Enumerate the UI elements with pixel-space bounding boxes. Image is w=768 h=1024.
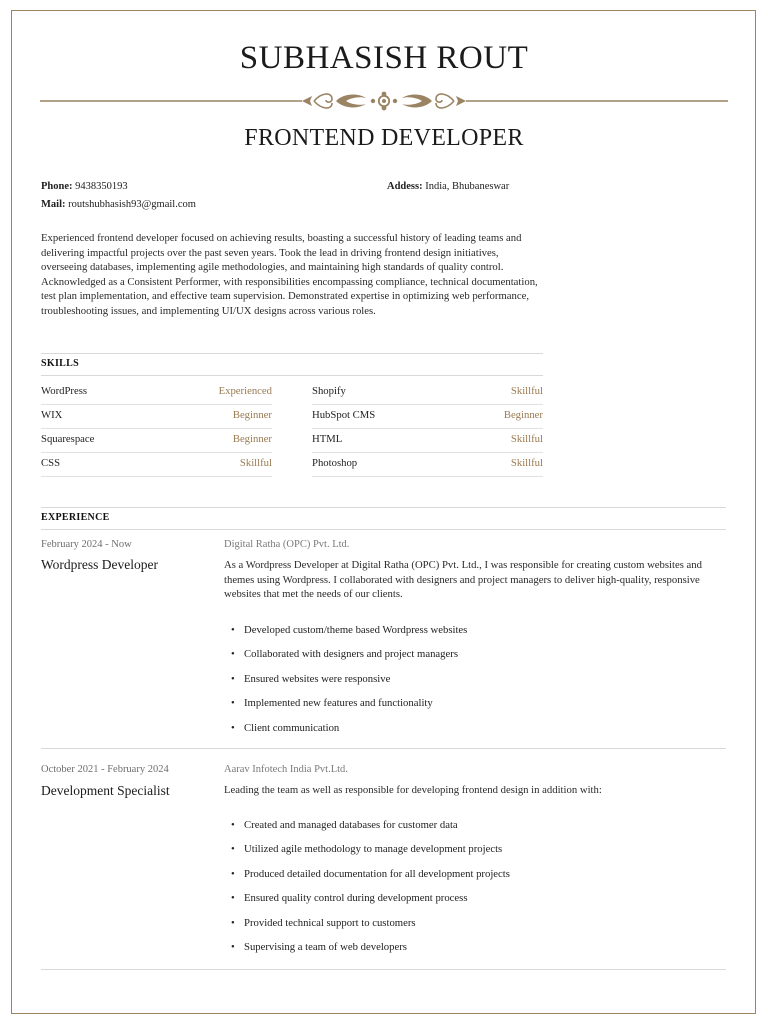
skill-name: HubSpot CMS — [312, 409, 376, 421]
mail-line — [41, 199, 196, 210]
skill-divider — [312, 476, 543, 477]
skill-level: Experienced — [218, 385, 272, 397]
skill-level: Beginner — [232, 409, 272, 421]
skill-divider — [41, 476, 272, 477]
list-item: • Ensured websites were responsive — [224, 672, 467, 696]
skills-top-rule — [41, 353, 543, 354]
skill-row — [312, 453, 543, 477]
job-description: As a Wordpress Developer at Digital Ratha (OPC) Pvt. Ltd., I was responsible for creating custom websites and themes using Wordpress. I collaborated with designers and project managers to deliver high-quality, responsive websites that met the needs of our clients. — [224, 559, 702, 601]
candidate-name: SUBHASISH ROUT — [239, 40, 529, 76]
skill-row — [41, 381, 272, 405]
list-item: • Produced detailed documentation for all development projects — [224, 867, 510, 891]
list-item: • Developed custom/theme based Wordpress websites — [224, 623, 467, 647]
job-dates: October 2021 - February 2024 — [41, 764, 169, 775]
list-item: • Supervising a team of web developers — [224, 940, 510, 964]
company-name: Aarav Infotech India Pvt.Ltd. — [224, 764, 348, 775]
list-item: • Ensured quality control during development process — [224, 891, 510, 915]
skill-row — [312, 429, 543, 453]
experience-heading: EXPERIENCE — [41, 512, 110, 523]
company-name: Digital Ratha (OPC) Pvt. Ltd. — [224, 539, 350, 550]
experience-heading-rule — [41, 529, 726, 530]
skill-level: Skillful — [510, 433, 543, 445]
skill-name: Squarespace — [41, 433, 95, 445]
job-description: Leading the team as well as responsible for developing frontend design in addition with: — [224, 784, 602, 796]
address-value: India, Bhubaneswar — [425, 181, 510, 192]
list-item: • Collaborated with designers and project managers — [224, 647, 467, 671]
skill-level: Skillful — [510, 457, 543, 469]
skill-level: Beginner — [503, 409, 543, 421]
phone-line — [41, 181, 128, 192]
skill-level: Skillful — [239, 457, 272, 469]
address-label: Addess: — [387, 181, 423, 192]
list-item: • Client communication — [224, 721, 467, 745]
skill-name: Photoshop — [312, 457, 358, 469]
skill-name: WIX — [41, 409, 63, 421]
job-title-text: Wordpress Developer — [41, 557, 158, 572]
skills-heading: SKILLS — [41, 358, 79, 369]
list-item: • Provided technical support to customers — [224, 916, 510, 940]
skill-name: HTML — [312, 433, 343, 445]
mail-value[interactable]: routshubhasish93@gmail.com — [68, 199, 196, 210]
job-divider — [41, 969, 726, 970]
skill-row — [312, 405, 543, 429]
job-title: FRONTEND DEVELOPER — [244, 125, 524, 151]
skill-row — [41, 405, 272, 429]
divider-ornament — [40, 90, 728, 112]
list-item: • Created and managed databases for customer data — [224, 818, 510, 842]
phone-value: 9438350193 — [75, 181, 128, 192]
job-bullet-list — [224, 623, 467, 745]
skill-row — [41, 429, 272, 453]
mail-label: Mail: — [41, 199, 66, 210]
address-line — [387, 181, 509, 192]
skill-name: CSS — [41, 457, 61, 469]
job-divider — [41, 748, 726, 749]
skill-row — [41, 453, 272, 477]
skills-heading-rule — [41, 375, 543, 376]
skill-row — [312, 381, 543, 405]
experience-top-rule — [41, 507, 726, 508]
skill-level: Beginner — [232, 433, 272, 445]
phone-label: Phone: — [41, 181, 73, 192]
profile-summary: Experienced frontend developer focused on achieving results, boasting a successful history of leading teams and delivering impactful projects over the past seven years. Took the lead in driving frontend design initiatives, overseeing databases, implementing agile methodologies, and maintaining high standards of quality control. Acknowledged as a Consistent Performer, with responsibilities encompassing compliance, technical documentation, test plan implementation, and effective team supervision. Demonstrated expertise in optimizing web performance, troubleshooting issues, and implementing UI/UX designs across various roles. — [41, 232, 538, 317]
job-title-text: Development Specialist — [41, 783, 170, 798]
job-bullet-list — [224, 818, 510, 964]
list-item: • Implemented new features and functionality — [224, 696, 467, 720]
skill-level: Skillful — [510, 385, 543, 397]
skill-name: Shopify — [312, 385, 346, 397]
skill-name: WordPress — [41, 385, 88, 397]
job-dates: February 2024 - Now — [41, 539, 132, 550]
list-item: • Utilized agile methodology to manage development projects — [224, 842, 510, 866]
